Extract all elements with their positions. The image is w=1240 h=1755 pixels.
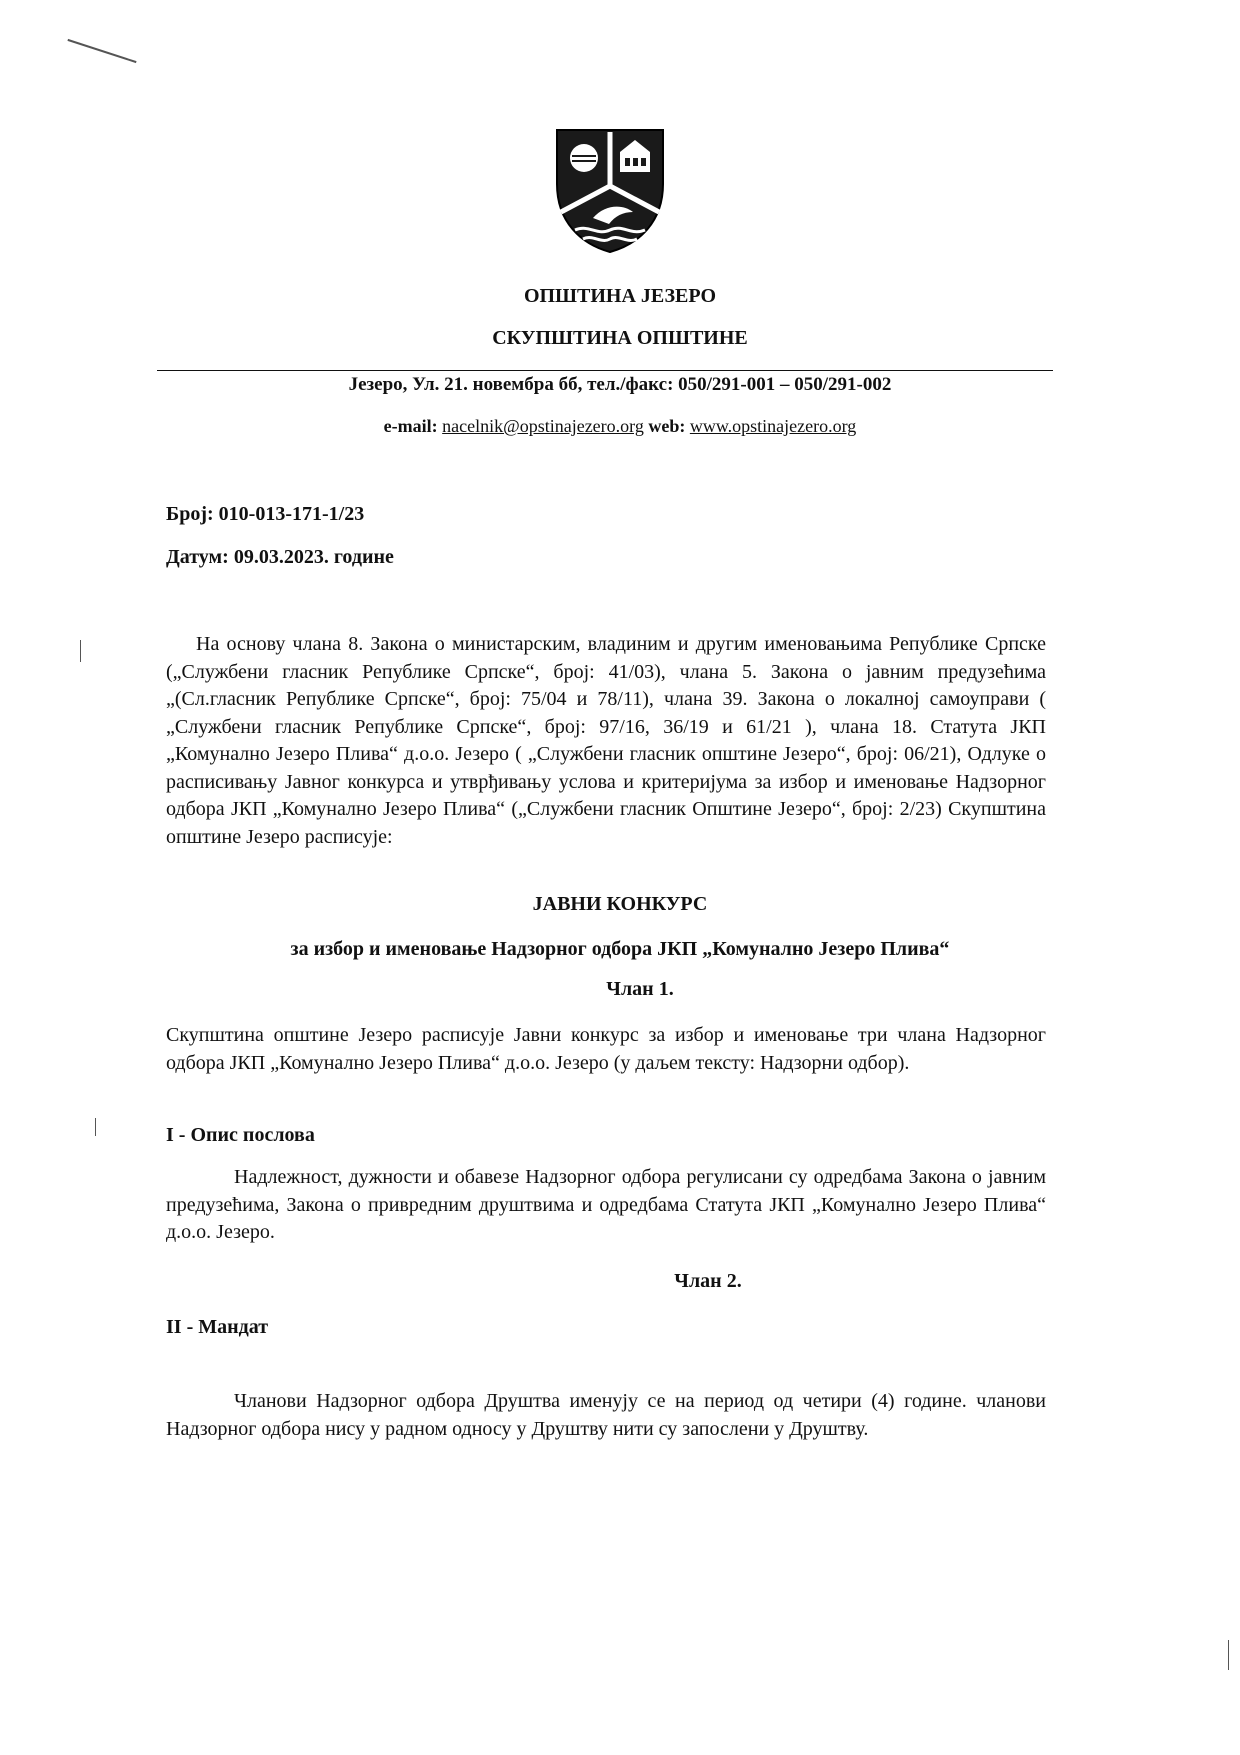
scan-mark	[80, 640, 81, 662]
web-label: web:	[648, 416, 686, 436]
email-link[interactable]: nacelnik@opstinajezero.org	[442, 416, 644, 436]
email-label: e-mail:	[383, 416, 438, 436]
intro-paragraph: На основу члана 8. Закона о министарским, владиним и другим именовањима Републике Српске („Службени гласник Републике Српске“, број: 41/03), члана 5. Закона о јавним предузећима „(Сл.гласник Републике Српске“, број: 75/04 и 78/11), члана 39. Закона о локалној самоуправи ( „Службени гласник Републике Српске“, број: 97/16, 36/19 и 61/21 ), члана 18. Статута ЈКП „Комунално Језеро Плива“ д.о.о. Језеро ( „Службени гласник општине Језеро“, број: 06/21), Одлуке о расписивању Јавног конкурса и утврђивању услова и критеријума за избор и именовање Надзорног одбора ЈКП „Комунално Језеро Плива“ („Службени гласник Општине Језеро“, број: 2/23) Скупштина општине Језеро расписује:	[166, 633, 1046, 848]
municipality-title: ОПШТИНА ЈЕЗЕРО	[523, 285, 717, 307]
article-2-heading: Члан 2.	[674, 1270, 742, 1292]
scan-mark	[95, 1118, 96, 1136]
article-1-text: Скупштина општине Језеро расписује Јавни конкурс за избор и именовање три члана Надзорног одбора ЈКП „Комунално Језеро Плива“ д.о.о. Језеро (у даљем тексту: Надзорни одбор).	[166, 1024, 1046, 1074]
contact-line	[300, 416, 940, 437]
document-title: ЈАВНИ КОНКУРС	[532, 893, 708, 915]
section-1-text: Надлежност, дужности и обавезе Надзорног одбора регулисани су одредбама Закона о јавним предузећима, Закона о привредним друштвима и одредбама Статута ЈКП „Комунално Језеро Плива“ д.о.о. Језеро.	[166, 1166, 1046, 1243]
scan-mark	[1228, 1640, 1229, 1670]
section-1-heading: I - Опис послова	[166, 1124, 315, 1146]
article-1-heading: Члан 1.	[606, 978, 674, 1000]
section-2-heading: II - Мандат	[166, 1316, 269, 1338]
web-link[interactable]: www.opstinajezero.org	[689, 416, 857, 436]
section-2-text: Чланови Надзорног одбора Друштва именују се на период од четири (4) године. чланови Надзорног одбора нису у радном односу у Друштву нити су запослени у Друштву.	[166, 1390, 1046, 1440]
assembly-title: СКУПШТИНА ОПШТИНЕ	[492, 327, 748, 349]
municipal-crest-icon	[553, 126, 667, 254]
document-date: Датум: 09.03.2023. године	[166, 546, 394, 568]
document-subtitle: за избор и именовање Надзорног одбора ЈКП „Комунално Језеро Плива“	[290, 938, 950, 960]
scan-mark	[67, 39, 136, 63]
header-divider	[157, 370, 1053, 371]
address-line: Језеро, Ул. 21. новембра бб, тел./факс: 050/291-001 – 050/291-002	[348, 374, 892, 395]
document-number: Број: 010-013-171-1/23	[166, 503, 365, 525]
